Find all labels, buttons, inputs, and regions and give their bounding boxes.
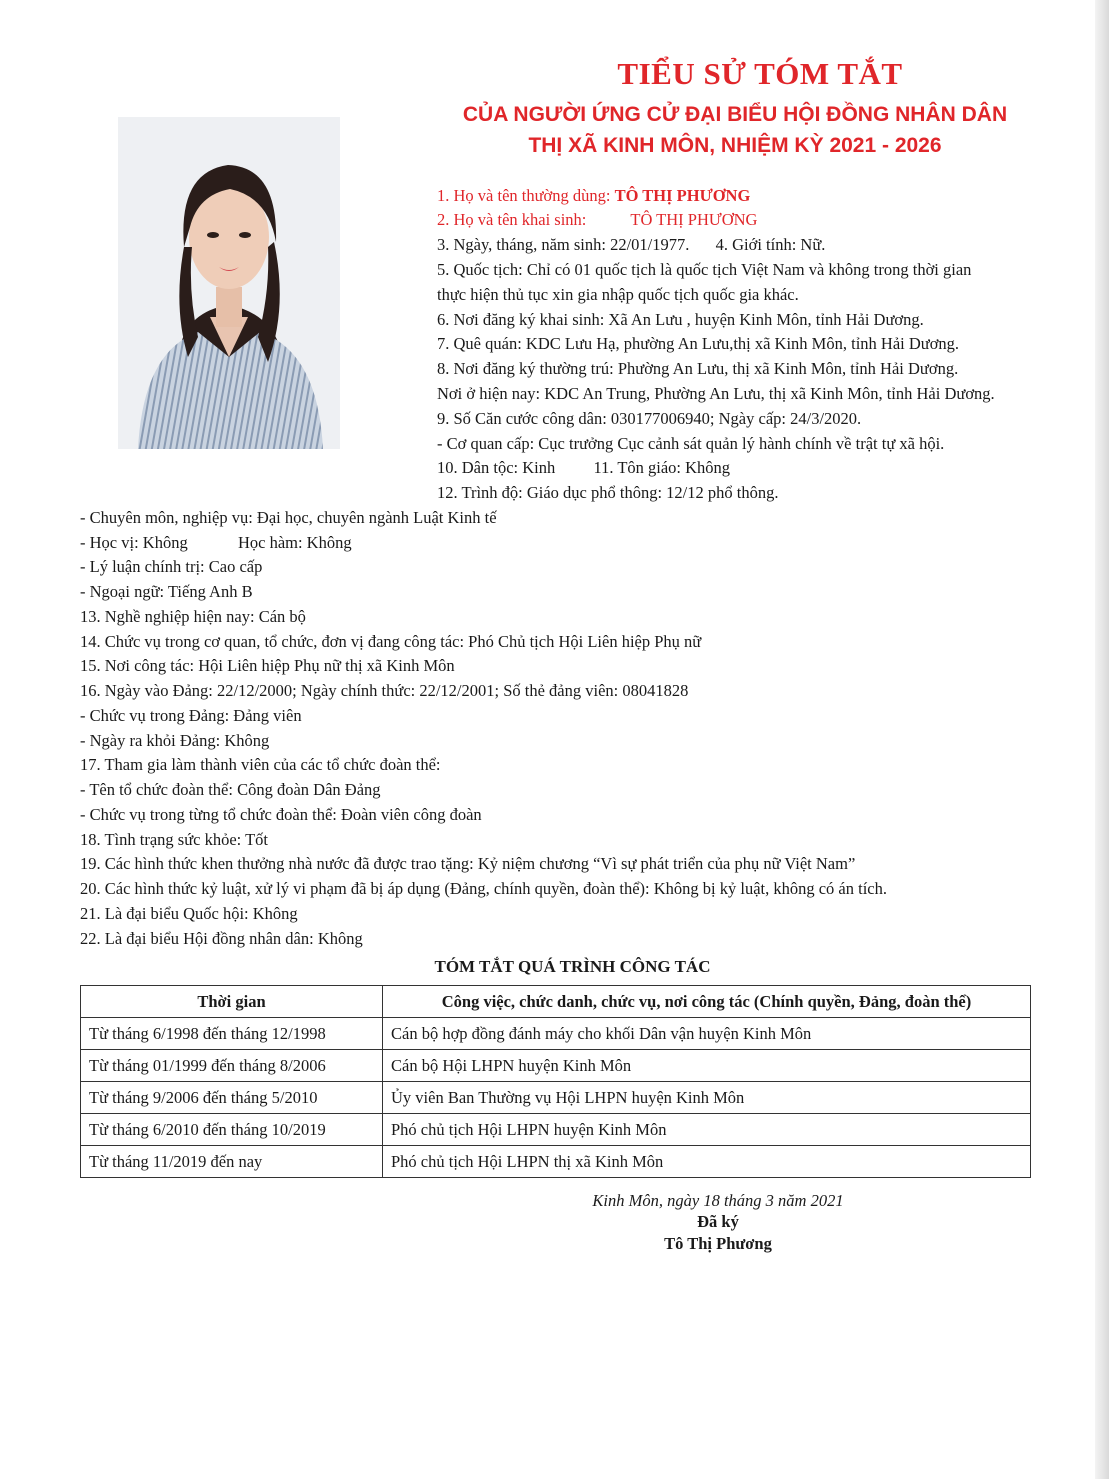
- field-org-name: - Tên tổ chức đoàn thể: Công đoàn Dân Đảng: [80, 780, 381, 799]
- table-row: [81, 1082, 1031, 1114]
- row-time: Từ tháng 6/2010 đến tháng 10/2019: [81, 1114, 383, 1146]
- table-row: [81, 1050, 1031, 1082]
- document-subtitle-line2: THỊ XÃ KINH MÔN, NHIỆM KỲ 2021 - 2026: [528, 134, 942, 157]
- row-time: Từ tháng 9/2006 đến tháng 5/2010: [81, 1082, 383, 1114]
- column-header-time: Thời gian: [81, 986, 383, 1018]
- candidate-portrait-photo: [118, 117, 340, 449]
- field-birth-name-label: 2. Họ và tên khai sinh:: [437, 210, 587, 229]
- field-na-deputy: 21. Là đại biểu Quốc hội: Không: [80, 904, 298, 923]
- field-religion: 11. Tôn giáo: Không: [593, 458, 731, 477]
- row-work: Ủy viên Ban Thường vụ Hội LHPN huyện Kinh Môn: [383, 1082, 1031, 1114]
- signature-name: Tô Thị Phương: [664, 1234, 772, 1253]
- field-ethnicity-religion: [437, 458, 730, 478]
- field-birth-registration: 6. Nơi đăng ký khai sinh: Xã An Lưu , huyện Kinh Môn, tỉnh Hải Dương.: [437, 310, 924, 329]
- work-history-table: [80, 985, 1031, 1178]
- row-time: Từ tháng 6/1998 đến tháng 12/1998: [81, 1018, 383, 1050]
- field-org-position: - Chức vụ trong từng tổ chức đoàn thể: Đoàn viên công đoàn: [80, 805, 482, 824]
- field-dob-gender: [437, 235, 825, 255]
- table-header-row: [81, 986, 1031, 1018]
- field-dob: 3. Ngày, tháng, năm sinh: 22/01/1977.: [437, 235, 690, 254]
- field-education: 12. Trình độ: Giáo dục phổ thông: 12/12 phổ thông.: [437, 483, 779, 502]
- field-birth-name: [437, 210, 757, 230]
- work-history-title: TÓM TẮT QUÁ TRÌNH CÔNG TÁC: [434, 957, 711, 976]
- field-degree-title: [80, 533, 352, 553]
- field-awards: 19. Các hình thức khen thưởng nhà nước đã được trao tặng: Kỷ niệm chương “Vì sự phát triển của phụ nữ Việt Nam”: [80, 854, 856, 873]
- field-birth-name-value: TÔ THỊ PHƯƠNG: [630, 210, 758, 229]
- field-residence: 8. Nơi đăng ký thường trú: Phường An Lưu, thị xã Kinh Môn, tỉnh Hải Dương.: [437, 359, 959, 378]
- field-nationality-line2: thực hiện thủ tục xin gia nhập quốc tịch quốc gia khác.: [437, 285, 799, 304]
- field-council-deputy: 22. Là đại biểu Hội đồng nhân dân: Không: [80, 929, 363, 948]
- field-gender: 4. Giới tính: Nữ.: [715, 235, 826, 254]
- row-time: Từ tháng 11/2019 đến nay: [81, 1146, 383, 1178]
- row-work: Cán bộ Hội LHPN huyện Kinh Môn: [383, 1050, 1031, 1082]
- field-party: 16. Ngày vào Đảng: 22/12/2000; Ngày chính thức: 22/12/2001; Số thẻ đảng viên: 08041828: [80, 681, 689, 700]
- field-academic-title: Học hàm: Không: [237, 533, 352, 552]
- row-work: Cán bộ hợp đồng đánh máy cho khối Dân vận huyện Kinh Môn: [383, 1018, 1031, 1050]
- field-workplace: 15. Nơi công tác: Hội Liên hiệp Phụ nữ thị xã Kinh Môn: [80, 656, 455, 675]
- field-id-card: 9. Số Căn cước công dân: 030177006940; Ngày cấp: 24/3/2020.: [437, 409, 862, 428]
- document-subtitle-line1: CỦA NGƯỜI ỨNG CỬ ĐẠI BIỂU HỘI ĐỒNG NHÂN DÂN: [462, 103, 1008, 126]
- field-party-position: - Chức vụ trong Đảng: Đảng viên: [80, 706, 302, 725]
- field-nationality-line1: 5. Quốc tịch: Chỉ có 01 quốc tịch là quốc tịch Việt Nam và không trong thời gian: [437, 260, 972, 279]
- field-degree: - Học vị: Không: [80, 533, 188, 552]
- field-issuer: - Cơ quan cấp: Cục trưởng Cục cảnh sát quản lý hành chính về trật tự xã hội.: [437, 434, 945, 453]
- signature-signed: Đã ký: [697, 1212, 739, 1231]
- field-discipline: 20. Các hình thức kỷ luật, xử lý vi phạm đã bị áp dụng (Đảng, chính quyền, đoàn thể): Không bị kỷ luật, không có án tích.: [80, 879, 887, 898]
- field-position: 14. Chức vụ trong cơ quan, tổ chức, đơn vị đang công tác: Phó Chủ tịch Hội Liên hiệp Phụ nữ: [80, 632, 702, 651]
- row-time: Từ tháng 01/1999 đến tháng 8/2006: [81, 1050, 383, 1082]
- field-occupation: 13. Nghề nghiệp hiện nay: Cán bộ: [80, 607, 306, 626]
- field-current-address: Nơi ở hiện nay: KDC An Trung, Phường An Lưu, thị xã Kinh Môn, tỉnh Hải Dương.: [437, 384, 995, 403]
- table-row: [81, 1114, 1031, 1146]
- field-specialty: - Chuyên môn, nghiệp vụ: Đại học, chuyên ngành Luật Kinh tế: [80, 508, 497, 527]
- field-health: 18. Tình trạng sức khỏe: Tốt: [80, 830, 268, 849]
- field-common-name-value: TÔ THỊ PHƯƠNG: [614, 186, 751, 205]
- row-work: Phó chủ tịch Hội LHPN thị xã Kinh Môn: [383, 1146, 1031, 1178]
- field-hometown: 7. Quê quán: KDC Lưu Hạ, phường An Lưu,thị xã Kinh Môn, tỉnh Hải Dương.: [437, 334, 960, 353]
- table-row: [81, 1018, 1031, 1050]
- page-edge-shadow: [1095, 0, 1109, 1479]
- document-title: TIỂU SỬ TÓM TẮT: [617, 56, 903, 91]
- table-row: [81, 1146, 1031, 1178]
- field-organizations: 17. Tham gia làm thành viên của các tổ chức đoàn thể:: [80, 755, 441, 774]
- field-common-name: [437, 186, 750, 206]
- field-political-theory: - Lý luận chính trị: Cao cấp: [80, 557, 263, 576]
- field-party-leave: - Ngày ra khỏi Đảng: Không: [80, 731, 270, 750]
- signature-place-date: Kinh Môn, ngày 18 tháng 3 năm 2021: [592, 1191, 844, 1210]
- field-foreign-language: - Ngoại ngữ: Tiếng Anh B: [80, 582, 253, 601]
- row-work: Phó chủ tịch Hội LHPN huyện Kinh Môn: [383, 1114, 1031, 1146]
- field-common-name-label: 1. Họ và tên thường dùng:: [437, 186, 611, 205]
- column-header-work: Công việc, chức danh, chức vụ, nơi công tác (Chính quyền, Đảng, đoàn thể): [383, 986, 1031, 1018]
- field-ethnicity: 10. Dân tộc: Kinh: [437, 458, 556, 477]
